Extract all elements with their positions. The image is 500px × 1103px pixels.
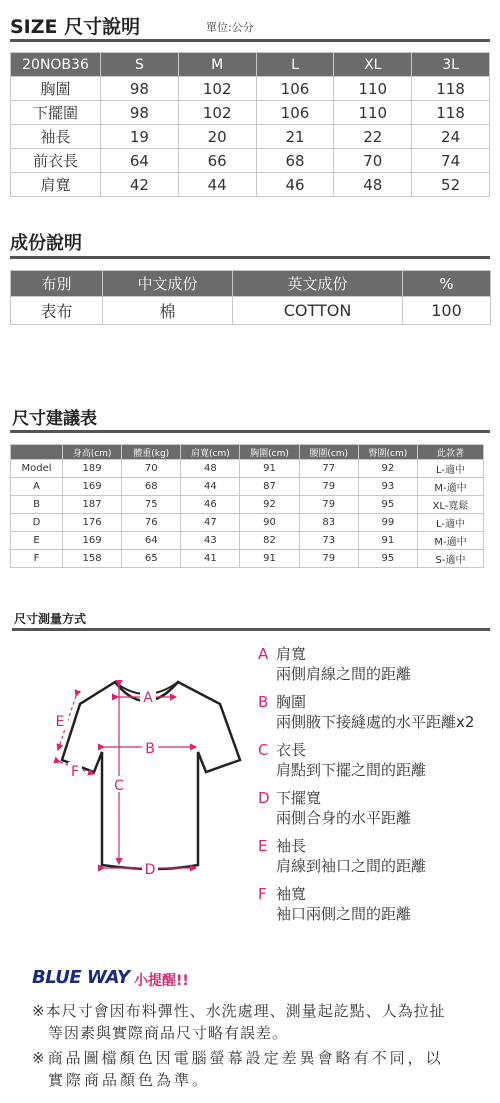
table-cell: 189 [63,460,122,478]
table-cell: 79 [299,478,358,496]
size-table [10,52,490,197]
note1-line2: 等因素與實際商品尺寸略有誤差。 [48,1024,289,1042]
table-cell: 64 [101,149,179,173]
table-cell: F [11,550,63,568]
table-cell: 106 [256,101,334,125]
table-cell: 肩寬 [11,173,101,197]
table-cell: 95 [358,496,417,514]
measure-letter: F [258,885,267,903]
reminder-title [134,970,189,990]
column-header: 身高(cm) [63,445,122,460]
table-cell: 19 [101,125,179,149]
divider [10,430,490,433]
table-cell: 100 [403,297,491,325]
measure-name: 袖寬 [276,885,307,903]
table-row [11,149,490,173]
measure-desc: 肩線到袖口之間的距離 [276,857,427,875]
table-cell: 118 [412,101,490,125]
table-cell: 42 [101,173,179,197]
material-title: 成份說明 [10,233,82,254]
column-header: M [178,53,256,77]
measure-name: 下擺寬 [276,789,322,807]
table-cell: 110 [334,77,412,101]
table-cell: 20 [178,125,256,149]
shirt-outline [62,682,240,869]
table-cell: 169 [63,478,122,496]
table-cell: A [11,478,63,496]
table-cell: 棉 [103,297,233,325]
table-cell: 43 [181,532,240,550]
table-cell: 176 [63,514,122,532]
table-cell: 83 [299,514,358,532]
measure-desc: 肩點到下擺之間的距離 [276,761,427,779]
column-header: 20NOB36 [11,53,101,77]
diagram-label-a: A [143,690,153,706]
table-cell: Model [11,460,63,478]
divider [12,628,490,631]
table-cell: 187 [63,496,122,514]
table-cell: 52 [412,173,490,197]
measure-item [258,740,306,760]
table-cell: 47 [181,514,240,532]
table-cell: B [11,496,63,514]
reminder-exclaim: !! [176,973,189,989]
table-cell: 46 [181,496,240,514]
measure-item [258,884,306,904]
table-cell: 21 [256,125,334,149]
table-row [11,496,484,514]
table-cell: 73 [299,532,358,550]
table-row [11,460,484,478]
note2-line2: 實際商品顏色為準。 [48,1071,211,1089]
table-cell: 24 [412,125,490,149]
measure-letter: C [258,741,269,759]
table-cell: 70 [122,460,181,478]
table-cell: 82 [240,532,299,550]
note1-line1: ※本尺寸會因布料彈性、水洗處理、測量起訖點、人為拉扯 [32,1002,446,1020]
column-header: % [403,271,491,297]
measure-desc: 袖口兩側之間的距離 [276,905,412,923]
table-row [11,514,484,532]
table-cell: D [11,514,63,532]
column-header: 臀圍(cm) [358,445,417,460]
column-header: XL [334,53,412,77]
table-row [11,532,484,550]
table-cell: 22 [334,125,412,149]
column-header: 腰圍(cm) [299,445,358,460]
unit-label: 單位:公分 [206,21,254,34]
table-cell: 99 [358,514,417,532]
table-cell: 118 [412,77,490,101]
table-row [11,77,490,101]
reminder-title-text: 小提醒 [134,973,176,989]
table-cell: 93 [358,478,417,496]
measure-name: 胸圍 [276,693,307,711]
table-cell: 48 [334,173,412,197]
measure-letter: A [258,645,269,663]
table-cell: 90 [240,514,299,532]
measure-name: 衣長 [276,741,307,759]
table-row [11,550,484,568]
material-table [10,270,491,325]
column-header: 肩寬(cm) [181,445,240,460]
column-header: L [256,53,334,77]
table-cell: 95 [358,550,417,568]
diagram-label-d: D [144,862,156,878]
brand-logo: BLUE WAY [32,967,130,988]
table-cell: 75 [122,496,181,514]
table-cell: 92 [240,496,299,514]
table-cell: L-適中 [418,460,484,478]
table-cell: 158 [63,550,122,568]
table-row [11,297,491,325]
measure-item [258,644,306,664]
table-cell: 表布 [11,297,103,325]
table-cell: 下擺圍 [11,101,101,125]
table-cell: 87 [240,478,299,496]
diagram-label-f: F [70,764,80,780]
column-header: 體重(kg) [122,445,181,460]
measure-name: 肩寬 [276,645,307,663]
table-cell: XL-寬鬆 [418,496,484,514]
table-cell: 77 [299,460,358,478]
table-row [11,173,490,197]
measure-desc: 兩側腋下接縫處的水平距離x2 [276,713,475,731]
table-cell: 102 [178,101,256,125]
table-cell: 98 [101,77,179,101]
size-title: SIZE 尺寸說明 [10,16,141,38]
table-cell: 70 [334,149,412,173]
column-header: 英文成份 [233,271,403,297]
table-row [11,478,484,496]
table-cell: 91 [240,550,299,568]
table-cell: M-適中 [418,532,484,550]
table-cell: 41 [181,550,240,568]
note2-line1: ※商品圖檔顏色因電腦螢幕設定差異會略有不同，以 [32,1049,444,1067]
table-cell: 44 [178,173,256,197]
table-cell: 91 [358,532,417,550]
measure-item [258,836,306,856]
measure-letter: B [258,693,269,711]
table-cell: 44 [181,478,240,496]
table-cell: 胸圍 [11,77,101,101]
column-header: S [101,53,179,77]
table-cell: 66 [178,149,256,173]
table-cell: E [11,532,63,550]
measure-letter: D [258,789,270,807]
table-cell: 169 [63,532,122,550]
table-cell: M-適中 [418,478,484,496]
diagram-label-e: E [55,714,65,730]
column-header: 此款著 [418,445,484,460]
measure-title: 尺寸測量方式 [14,612,87,626]
suggest-title: 尺寸建議表 [12,409,97,429]
table-cell: 48 [181,460,240,478]
divider [10,256,490,259]
table-cell: 74 [412,149,490,173]
table-cell: 92 [358,460,417,478]
table-cell: 袖長 [11,125,101,149]
measure-name: 袖長 [276,837,307,855]
column-header: 布別 [11,271,103,297]
table-cell: 76 [122,514,181,532]
table-cell: 79 [299,496,358,514]
column-header: 3L [412,53,490,77]
table-cell: S-適中 [418,550,484,568]
table-row [11,125,490,149]
divider [10,39,490,42]
table-cell: 65 [122,550,181,568]
table-cell: 前衣長 [11,149,101,173]
diagram-label-b: B [145,741,155,757]
column-header: 胸圍(cm) [240,445,299,460]
measure-letter: E [258,837,268,855]
table-row [11,101,490,125]
table-cell: 91 [240,460,299,478]
table-cell: 110 [334,101,412,125]
suggest-table [10,444,484,568]
table-cell: 98 [101,101,179,125]
measure-item [258,692,306,712]
table-cell: 102 [178,77,256,101]
table-cell: COTTON [233,297,403,325]
column-header [11,445,63,460]
measure-item [258,788,321,808]
table-cell: 68 [122,478,181,496]
table-cell: 106 [256,77,334,101]
table-cell: 68 [256,149,334,173]
measure-desc: 兩側肩線之間的距離 [276,665,412,683]
table-cell: 79 [299,550,358,568]
diagram-label-c: C [114,778,124,794]
table-cell: 64 [122,532,181,550]
table-cell: L-適中 [418,514,484,532]
table-cell: 46 [256,173,334,197]
measure-desc: 兩側合身的水平距離 [276,809,412,827]
column-header: 中文成份 [103,271,233,297]
tshirt-diagram [30,660,260,890]
